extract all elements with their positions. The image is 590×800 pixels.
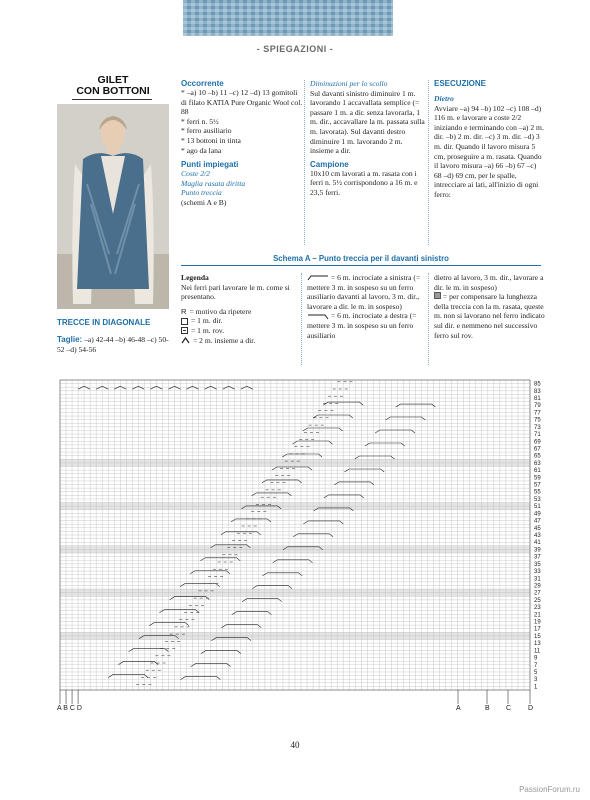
legend-item-knit [181, 316, 293, 326]
chart-label-c: C [506, 705, 512, 712]
legend-item-k2tog [181, 336, 293, 346]
punto-item: Coste 2/2 [181, 169, 210, 179]
chart-label-a: A [456, 705, 461, 712]
row-number: 31 [534, 576, 541, 583]
column-labels [57, 705, 533, 712]
row-number: 45 [534, 525, 541, 532]
row-number: 39 [534, 547, 541, 554]
row-number: 69 [534, 439, 541, 446]
repeat-symbol: R [181, 306, 187, 316]
row-number: 7 [534, 662, 538, 669]
esecuzione-section [434, 79, 544, 200]
column-divider [428, 80, 429, 245]
chart-left-label: A B C D [57, 705, 82, 712]
row-number: 35 [534, 561, 541, 568]
title-underline [72, 99, 152, 100]
row-number: 85 [534, 381, 541, 388]
legend-text: = 6 m. incrociate a destra (= mettere 3 m. in sospeso su un ferro ausiliario [307, 311, 417, 340]
legend-text: = 1 m. rov. [191, 325, 225, 335]
taglie [57, 335, 175, 354]
occorrente-list [181, 88, 304, 155]
column-divider [428, 273, 429, 365]
row-number: 65 [534, 453, 541, 460]
row-number: 83 [534, 388, 541, 395]
chart-label-b: B [485, 705, 490, 712]
knit-box-icon [181, 318, 188, 325]
legenda-section [181, 273, 293, 345]
occorrente-item: * 13 bottoni in tinta [181, 135, 241, 145]
occorrente-item: * ferro ausiliario [181, 126, 232, 136]
column-divider [304, 80, 305, 245]
occorrente-item: * –a) 10 –b) 11 –c) 12 –d) 13 gomitoli di filato KATIA Pure Organic Wool col. 88 [181, 88, 303, 117]
row-number: 15 [534, 633, 541, 640]
row-number: 23 [534, 605, 541, 612]
row-number: 49 [534, 511, 541, 518]
taglie-text: –a) 42-44 –b) 46-48 –c) 50-52 –d) 54-56 [57, 335, 169, 354]
row-number: 5 [534, 669, 538, 676]
row-number: 13 [534, 641, 541, 648]
trecce-section [57, 318, 175, 354]
row-number: 37 [534, 554, 541, 561]
legend-text: = motivo da ripetere [189, 306, 252, 316]
row-number: 79 [534, 403, 541, 410]
cable-right-legend [307, 311, 422, 340]
row-number: 11 [534, 648, 541, 655]
row-number: 47 [534, 518, 541, 525]
decrease-symbols [78, 386, 253, 389]
row-number: 9 [534, 655, 538, 662]
legend-item-purl [181, 326, 293, 336]
row-number: 21 [534, 612, 541, 619]
punti-note: (schemi A e B) [181, 197, 227, 207]
row-number: 27 [534, 590, 541, 597]
legend-item-repeat [181, 307, 293, 317]
legend-text: dietro al lavoro, 3 m. dir., lavorare a dir. le m. in sospeso) [434, 273, 544, 292]
title-line-1: GILET [97, 74, 129, 86]
section-title: - SPIEGAZIONI - [256, 44, 334, 54]
punto-item: Maglia rasata diritta [181, 178, 246, 188]
schema-a-rule [181, 265, 541, 266]
row-number: 25 [534, 597, 541, 604]
row-number: 17 [534, 626, 541, 633]
row-number: 75 [534, 417, 541, 424]
legend-cables [307, 273, 422, 340]
row-number: 67 [534, 446, 541, 453]
campione-text: 10x10 cm lavorati a m. rasata con i ferri n. 5½ corrispondono a 16 m. e 23,5 ferri. [310, 168, 418, 197]
chart-grid [60, 380, 530, 690]
row-number: 3 [534, 677, 538, 684]
esecuzione-heading: ESECUZIONE [434, 79, 487, 88]
occorrente-item: * ferri n. 5½ [181, 116, 219, 126]
diminuzioni-section [310, 79, 425, 198]
purl-dash-icon [181, 327, 188, 334]
row-number: 33 [534, 569, 541, 576]
campione-heading: Campione [310, 159, 349, 169]
chart-label-d: D [528, 705, 534, 712]
row-number: 29 [534, 583, 541, 590]
decrease-hat-icon [181, 337, 190, 344]
row-number: 77 [534, 410, 541, 417]
column-divider [301, 273, 302, 365]
occorrente-section [181, 79, 304, 208]
row-number: 73 [534, 424, 541, 431]
punti-heading: Punti impiegati [181, 160, 239, 170]
dietro-heading: Dietro [434, 94, 454, 103]
row-number: 71 [534, 432, 541, 439]
diminuzioni-heading: Diminuzioni per lo scollo [310, 79, 388, 88]
legend-text: = per compensare la lunghezza della treccia con la m. rasata, queste m. non si lavorano nel ferro indicato sul dir. e nemmeno nel successivo ferro sul rov. [434, 292, 545, 340]
row-number: 53 [534, 496, 541, 503]
row-number: 1 [534, 684, 538, 691]
row-number: 41 [534, 540, 541, 547]
schema-a-title: Schema A – Punto treccia per il davanti sinistro [273, 254, 449, 263]
row-number: 81 [534, 396, 541, 403]
legenda-heading: Legenda [181, 273, 209, 282]
punto-item: Punto treccia [181, 188, 222, 198]
legend-text: = 2 m. insieme a dir. [193, 335, 256, 345]
row-number: 61 [534, 468, 541, 475]
cable-left-legend [307, 273, 422, 311]
occorrente-heading: Occorrente [181, 79, 224, 88]
legenda-intro: Nei ferri pari lavorare le m. come si presentano. [181, 282, 290, 302]
page-number: 40 [290, 740, 300, 750]
garment-title [58, 75, 168, 97]
row-number: 19 [534, 619, 541, 626]
model-photo [57, 104, 169, 309]
diminuzioni-text: Sul davanti sinistro diminuire 1 m. lavorando 1 accavallata semplice (= passare 1 m. a dir. senza lavorarla, 1 m. dir., accavallare la m. passata sulla m. lavorata). Sul davanti destro diminuire 1 m. lavorando 2 m. insieme a dir. [310, 88, 425, 156]
row-number: 43 [534, 533, 541, 539]
legend-col3 [434, 273, 546, 340]
knit-texture-banner [183, 0, 393, 36]
legend-text: = 1 m. dir. [191, 316, 223, 326]
occorrente-item: * ago da lana [181, 145, 222, 155]
esecuzione-text: Avviare –a) 94 –b) 102 –c) 108 –d) 116 m. e lavorare a coste 2/2 iniziando e terminando con –a) 2 m. dir. –b) 2 m. dir. –c) 3 m. dir. –d) 3 m. dir. Quando il lavoro misura 5 cm, proseguire a m. rasata. Quando il lavoro misura –a) 66 –b) 67 –c) 68 –d) 69 cm, per le spalle, intrecciare ai lati, all'inizio di ogni ferro: [434, 103, 544, 199]
watermark: PassionForum.ru [519, 785, 580, 794]
schema-a-chart [55, 377, 560, 717]
title-line-2: CON BOTTONI [76, 85, 150, 97]
taglie-label: Taglie: [57, 335, 83, 344]
cable-right-icon [307, 314, 329, 320]
cable-left-icon [307, 275, 329, 281]
row-number: 63 [534, 460, 541, 467]
row-number: 59 [534, 475, 541, 482]
legend-text: = 6 m. incrociate a sinistra (= mettere 3 m. in sospeso su un ferro ausiliario davanti al lavoro, 3 m. dir., lavorare a dir. le m. in sospeso) [307, 273, 421, 311]
legend-gray-item [434, 292, 546, 340]
grid-lines-path [60, 380, 530, 690]
row-number: 55 [534, 489, 541, 496]
row-number: 51 [534, 504, 541, 511]
row-number-labels [534, 382, 541, 691]
gray-box-icon [434, 292, 441, 299]
trecce-heading: TRECCE IN DIAGONALE [57, 318, 151, 327]
row-number: 57 [534, 482, 541, 489]
